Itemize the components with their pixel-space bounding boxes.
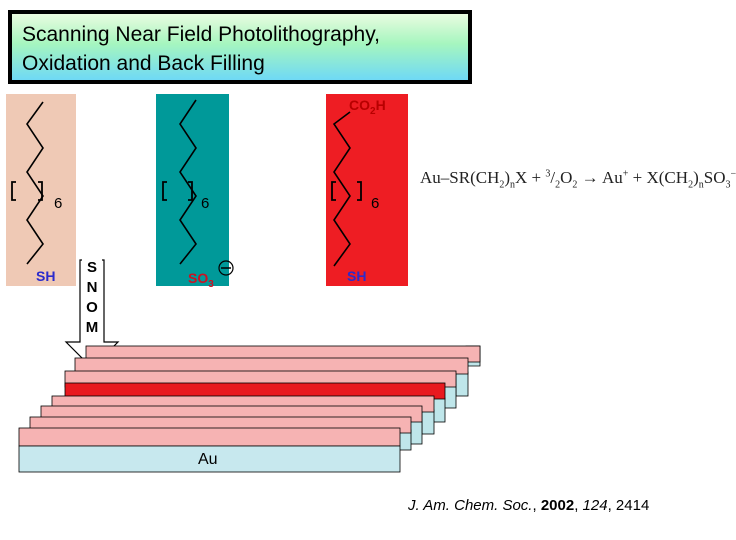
journal-name: J. Am. Chem. Soc. <box>408 497 533 514</box>
citation <box>408 497 649 514</box>
eq-part: / <box>550 168 556 187</box>
bracket-left-3 <box>332 182 336 200</box>
eq-sup: − <box>730 168 736 180</box>
snom-letter: S <box>86 259 97 276</box>
eq-sub: n <box>698 179 704 191</box>
snom-label <box>82 258 102 342</box>
snom-letter: O <box>86 299 98 316</box>
eq-sub: 2 <box>572 179 578 191</box>
so3-sub: 3 <box>208 279 214 290</box>
citation-sep: , <box>532 497 541 514</box>
title-line-1: Scanning Near Field Photolithography, <box>22 23 380 46</box>
eq-part: Au–SR(CH <box>420 168 500 187</box>
bracket-left-1 <box>12 182 16 200</box>
chain-sh <box>27 102 43 264</box>
substrate-stack <box>19 346 480 472</box>
bracket-right-3 <box>357 182 361 200</box>
chain-co2h <box>334 112 350 266</box>
layer-side <box>444 384 456 408</box>
repeat-count-2: 6 <box>201 195 210 212</box>
citation-sep: , <box>607 497 616 514</box>
eq-sup: 3 <box>545 168 551 180</box>
layer-side <box>433 398 445 422</box>
eq-sub: 3 <box>725 179 731 191</box>
citation-sep: , <box>574 497 583 514</box>
snom-letter: N <box>86 279 98 296</box>
eq-part: ) <box>693 168 699 187</box>
co2h-tail: H <box>375 97 386 113</box>
citation-year: 2002 <box>540 497 575 514</box>
co2h-sub: 2 <box>370 106 376 117</box>
eq-sub: 2 <box>499 179 505 191</box>
co2h-main: CO <box>349 97 370 113</box>
so3-label <box>188 270 214 290</box>
repeat-count-1: 6 <box>54 195 63 212</box>
so3-main: SO <box>188 270 209 286</box>
bracket-left-2 <box>163 182 167 200</box>
eq-part: ) <box>504 168 511 187</box>
sh-label-1: SH <box>36 268 56 284</box>
eq-part: SO <box>703 168 726 187</box>
co2h-label <box>349 97 386 117</box>
layer-top-pink <box>19 428 400 446</box>
citation-volume: 124 <box>582 497 608 514</box>
title-line-2: Oxidation and Back Filling <box>22 52 265 75</box>
citation-page: 2414 <box>615 497 650 514</box>
eq-sub: n <box>510 179 516 191</box>
oxidation-equation <box>420 168 736 190</box>
eq-part: X + <box>515 168 546 187</box>
layer-side <box>410 420 422 444</box>
eq-sub: 2 <box>688 179 694 191</box>
layer-side <box>456 372 468 396</box>
layer-side <box>422 410 434 434</box>
eq-sub: 2 <box>555 179 561 191</box>
sh-label-3: SH <box>347 268 367 284</box>
repeat-count-3: 6 <box>371 195 380 212</box>
eq-part: → Au <box>577 168 623 187</box>
eq-part: O <box>560 168 573 187</box>
eq-part: + X(CH <box>628 168 689 187</box>
substrate-label: Au <box>198 451 218 468</box>
eq-sup: + <box>622 168 629 180</box>
snom-letter: M <box>85 319 99 336</box>
